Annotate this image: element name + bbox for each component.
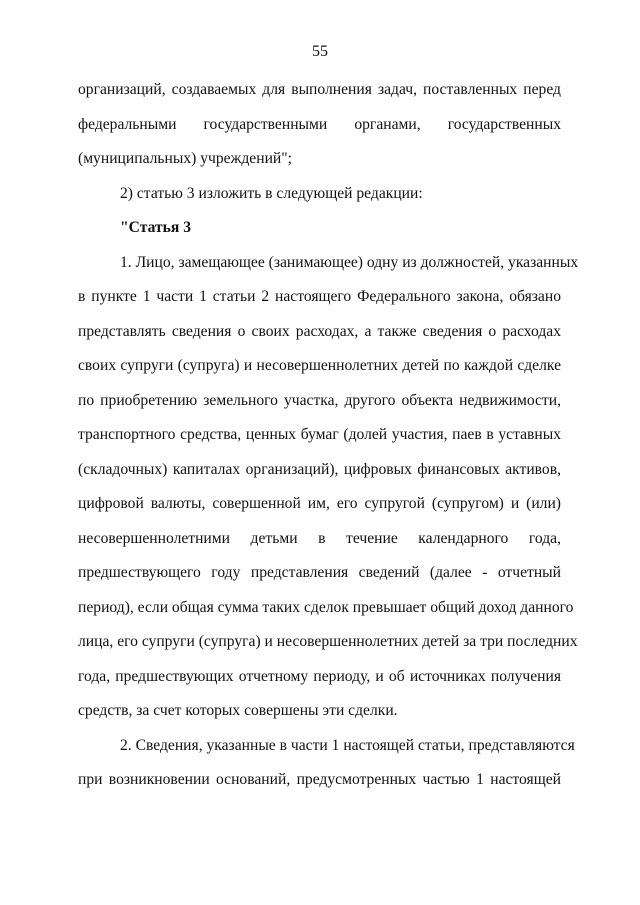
text-line: средств, за счет которых совершены эти сделки. <box>78 702 398 719</box>
text-line: года, предшествующих отчетному периоду, и об источниках получения <box>78 667 561 685</box>
text-line: федеральными государственными органами, государственных <box>78 115 561 133</box>
text-line: транспортного средства, ценных бумаг (долей участия, паев в уставных <box>78 426 561 443</box>
text-line: представлять сведения о своих расходах, а также сведения о расходах <box>78 322 561 340</box>
text-line: организаций, создаваемых для выполнения задач, поставленных перед <box>78 81 561 98</box>
page-number: 55 <box>312 43 328 60</box>
text-line: 2. Сведения, указанные в части 1 настоящей статьи, представляются <box>120 736 575 754</box>
text-line: лица, его супруги (супруга) и несовершеннолетних детей за три последних <box>78 633 578 650</box>
text-line: цифровой валюты, совершенной им, его супругой (супругом) и (или) <box>78 495 561 512</box>
article-heading: "Статья 3 <box>120 219 191 236</box>
document-body <box>78 73 579 798</box>
text-line: в пункте 1 части 1 статьи 2 настоящего Федерального закона, обязано <box>78 288 561 305</box>
text-line: (складочных) капиталах организаций), цифровых финансовых активов, <box>78 460 561 478</box>
text-line: по приобретению земельного участка, другого объекта недвижимости, <box>78 391 561 409</box>
text-line: период), если общая сумма таких сделок превышает общий доход данного <box>78 598 574 616</box>
text-line: при возникновении оснований, предусмотренных частью 1 настоящей <box>78 771 561 788</box>
text-line: своих супруги (супруга) и несовершеннолетних детей по каждой сделке <box>78 357 561 374</box>
text-line: несовершеннолетними детьми в течение календарного года, <box>78 529 561 547</box>
text-line: 1. Лицо, замещающее (занимающее) одну из должностей, указанных <box>120 253 579 271</box>
text-line: 2) статью 3 изложить в следующей редакции: <box>120 184 423 202</box>
text-line: (муниципальных) учреждений"; <box>78 150 292 167</box>
text-line: предшествующего году представления сведений (далее - отчетный <box>78 564 561 581</box>
